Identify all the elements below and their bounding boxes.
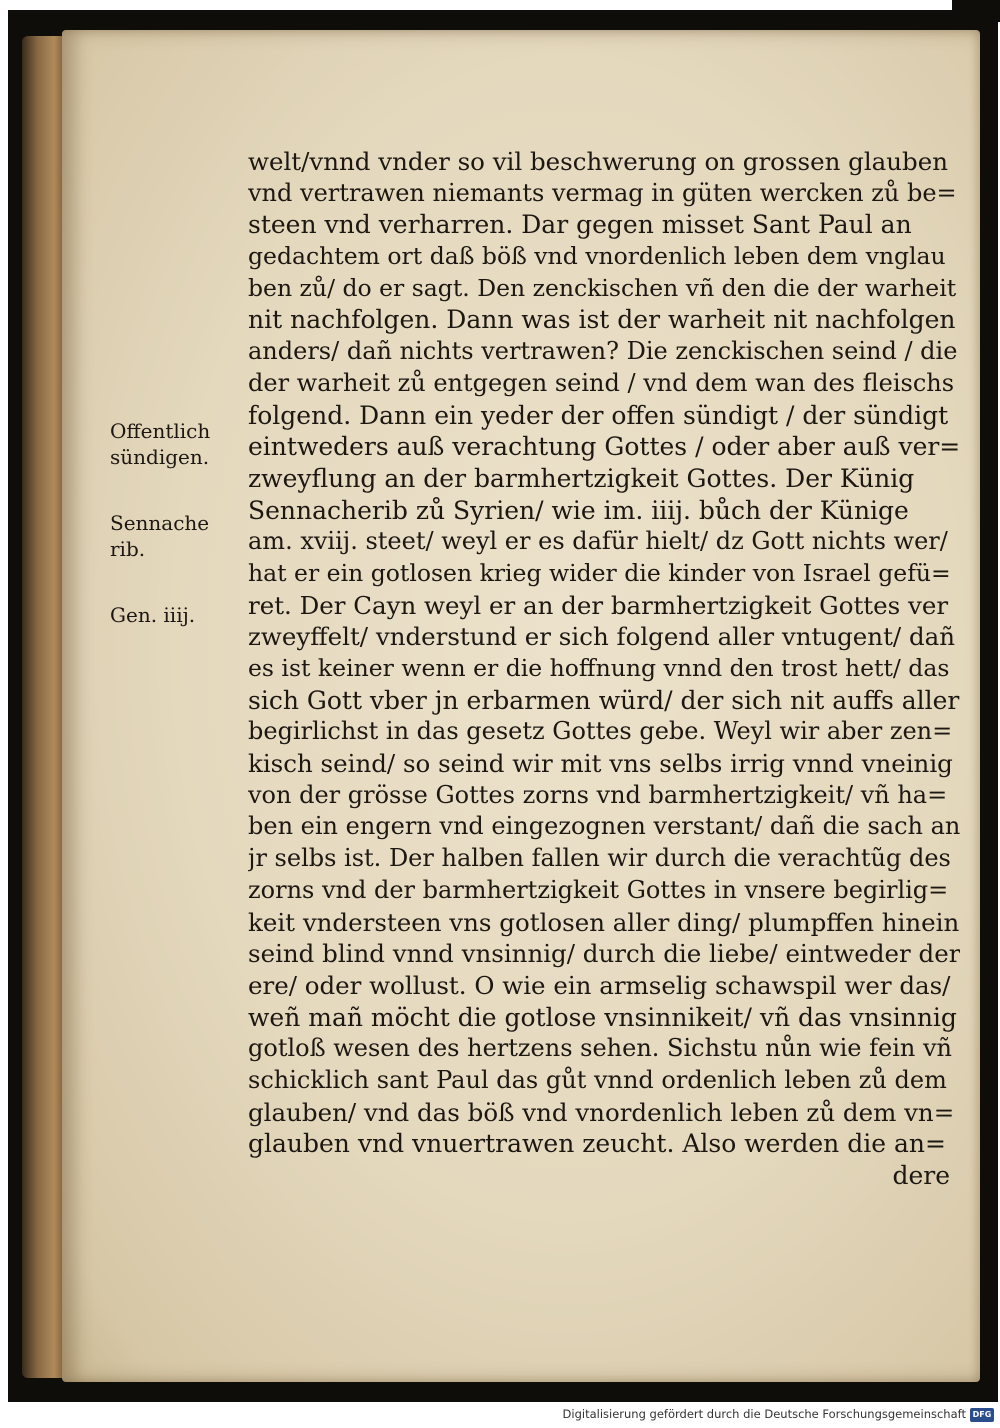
text-line: folgend. Dann ein yeder der offen sündigt / der sündigt	[248, 400, 949, 430]
text-line: sich Gott vber jn erbarmen würd/ der sich nit auffs aller	[248, 685, 960, 715]
margin-note-offentlich	[110, 418, 242, 470]
text-line: ben zů/ do er sagt. Den zenckischen vñ den die der warheit	[248, 273, 957, 302]
text-line: gedachtem ort daß böß vnd vnordenlich leben dem vnglau	[248, 242, 946, 271]
text-line: schicklich sant Paul das gůt vnnd ordenlich leben zů dem	[248, 1065, 947, 1094]
catchword: dere	[892, 1161, 950, 1190]
margin-note-line: Sennache	[110, 511, 210, 535]
text-line: glauben/ vnd das böß vnd vnordenlich leben zů dem vn=	[248, 1097, 955, 1127]
margin-note-line: sündigen.	[110, 445, 210, 469]
margin-note-line: rib.	[110, 537, 146, 561]
margin-note-genesis	[110, 602, 242, 628]
text-line: hat er ein gotlosen krieg wider die kinder von Israel gefü=	[248, 558, 951, 587]
margin-note-line: Offentlich	[110, 419, 211, 443]
text-line: anders/ dañ nichts vertrawen? Die zenckischen seind / die	[248, 337, 958, 366]
corner-mark	[952, 0, 1000, 22]
text-line: welt/vnnd vnder so vil beschwerung on grossen glauben	[248, 147, 948, 176]
body-text	[248, 146, 960, 1192]
text-line: am. xviij. steet/ weyl er es dafür hielt/ dz Gott nichts wer/	[248, 527, 948, 556]
text-line: glauben vnd vnuertrawen zeucht. Also werden die an=	[248, 1129, 946, 1159]
text-line: der warheit zů entgegen seind / vnd dem wan des fleischs	[248, 368, 955, 397]
text-line: kisch seind/ so seind wir mit vns selbs irrig vnnd vneinig	[248, 749, 953, 779]
text-line: weñ mañ möcht die gotlose vnsinnikeit/ vñ das vnsinnig	[248, 1002, 957, 1032]
text-line: ere/ oder wollust. O wie ein armselig schawspil wer das/	[248, 970, 951, 1000]
text-line: jr selbs ist. Der halben fallen wir durch die verachtũg des	[248, 844, 951, 873]
text-line: zweyffelt/ vnderstund er sich folgend aller vntugent/ dañ	[248, 622, 956, 652]
text-line: begirlichst in das gesetz Gottes gebe. Weyl wir aber zen=	[248, 717, 953, 746]
text-line: Sennacherib zů Syrien/ wie im. iiij. bůch der Künige	[248, 495, 909, 525]
margin-note-sennacherib	[110, 510, 242, 562]
text-line: nit nachfolgen. Dann was ist der warheit nit nachfolgen	[248, 305, 956, 335]
text-line: ben ein engern vnd eingezognen verstant/ dañ die sach an	[248, 812, 960, 841]
text-line: von der grösse Gottes zorns vnd barmhertzigkeit/ vñ ha=	[248, 780, 948, 809]
text-line: ret. Der Cayn weyl er an der barmhertzigkeit Gottes ver	[248, 590, 949, 620]
text-line: keit vndersteen vns gotlosen aller ding/ plumpffen hinein	[248, 907, 960, 937]
text-line: gotloß wesen des hertzens sehen. Sichstu nůn wie fein vñ	[248, 1034, 953, 1063]
footer-bar	[0, 1404, 1000, 1428]
text-line: es ist keiner wenn er die hoffnung vnnd den trost hett/ das	[248, 654, 950, 682]
dfg-logo-icon: DFG	[970, 1408, 994, 1422]
text-line: eintweders auß verachtung Gottes / oder aber auß ver=	[248, 432, 960, 462]
text-line: steen vnd verharren. Dar gegen misset Sant Paul an	[248, 210, 912, 240]
text-line: vnd vertrawen niemants vermag in güten wercken zů be=	[248, 178, 957, 207]
text-line: zweyflung an der barmhertzigkeit Gottes. Der Künig	[248, 463, 915, 493]
funding-credit: Digitalisierung gefördert durch die Deutsche Forschungsgemeinschaft	[562, 1407, 966, 1421]
text-line: seind blind vnnd vnsinnig/ durch die liebe/ eintweder der	[248, 939, 960, 969]
text-line: zorns vnd der barmhertzigkeit Gottes in vnsere begirlig=	[248, 875, 949, 904]
margin-note-line: Gen. iiij.	[110, 603, 196, 627]
